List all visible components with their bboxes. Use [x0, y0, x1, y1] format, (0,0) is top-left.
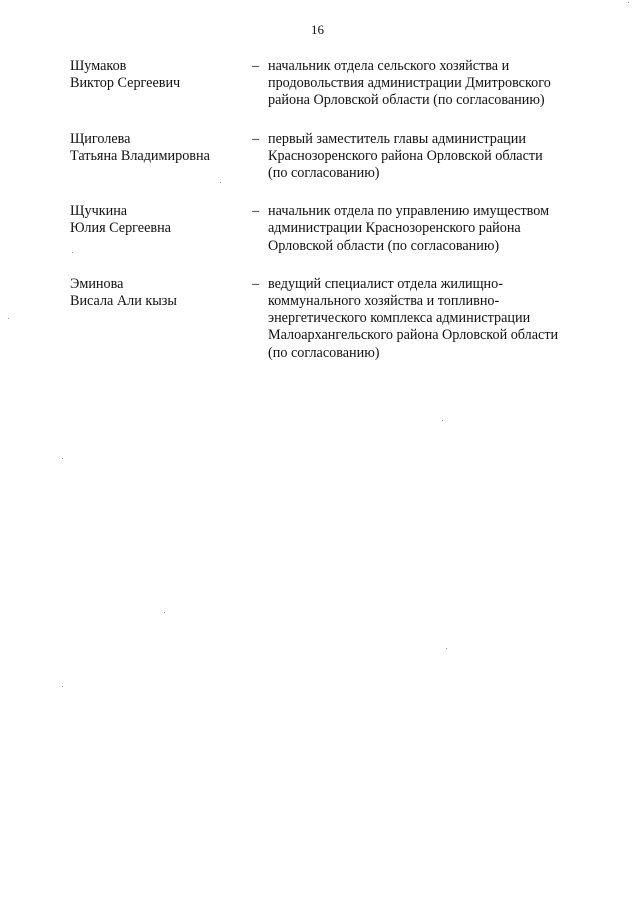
scan-speck — [220, 182, 221, 183]
member-entry — [70, 58, 600, 110]
member-position — [268, 203, 596, 255]
position-line: Малоархангельского района Орловской области — [268, 327, 559, 344]
member-position — [268, 58, 596, 110]
member-surname: Шумаков — [70, 58, 127, 74]
scan-speck — [446, 648, 447, 649]
member-name — [70, 131, 250, 183]
member-given-names: Висала Али кызы — [70, 293, 177, 310]
position-line: энергетического комплекса администрации — [268, 310, 531, 327]
dash-separator: – — [252, 203, 260, 220]
member-given-names: Татьяна Владимировна — [70, 147, 210, 164]
dash-separator: – — [252, 58, 260, 74]
member-name — [70, 58, 250, 110]
page-number: 16 — [311, 22, 324, 37]
member-surname: Щучкина — [70, 203, 128, 220]
scan-speck — [628, 2, 629, 3]
member-name — [70, 276, 250, 362]
position-line: начальник отдела по управлению имуществом — [268, 203, 550, 220]
dash-separator: – — [252, 130, 260, 147]
scan-speck — [164, 612, 165, 613]
position-line: (по согласованию) — [268, 344, 380, 361]
position-line: (по согласованию) — [268, 165, 380, 182]
member-name — [70, 203, 250, 255]
scan-speck — [72, 252, 73, 253]
member-given-names: Виктор Сергеевич — [70, 75, 181, 92]
member-entry — [70, 131, 600, 183]
position-line: района Орловской области (по согласованию) — [268, 92, 545, 109]
position-line: начальник отдела сельского хозяйства и — [268, 58, 510, 74]
scan-speck — [8, 318, 9, 319]
position-line: Краснозоренского района Орловской области — [268, 147, 543, 164]
member-entry — [70, 203, 600, 255]
member-position — [268, 276, 596, 362]
scan-speck — [62, 686, 63, 687]
member-given-names: Юлия Сергеевна — [70, 220, 171, 237]
member-list — [70, 58, 600, 362]
member-surname: Щиголева — [70, 130, 131, 147]
position-line: продовольствия администрации Дмитровского — [268, 75, 551, 92]
position-line: ведущий специалист отдела жилищно- — [268, 275, 503, 292]
dash-separator: – — [252, 275, 260, 292]
scan-speck — [442, 420, 443, 421]
member-position — [268, 131, 596, 183]
member-surname: Эминова — [70, 275, 124, 292]
position-line: администрации Краснозоренского района — [268, 220, 521, 237]
position-line: первый заместитель главы администрации — [268, 130, 526, 147]
member-entry — [70, 276, 600, 362]
scan-speck — [62, 458, 63, 459]
position-line: коммунального хозяйства и топливно- — [268, 293, 500, 310]
position-line: Орловской области (по согласованию) — [268, 237, 500, 254]
